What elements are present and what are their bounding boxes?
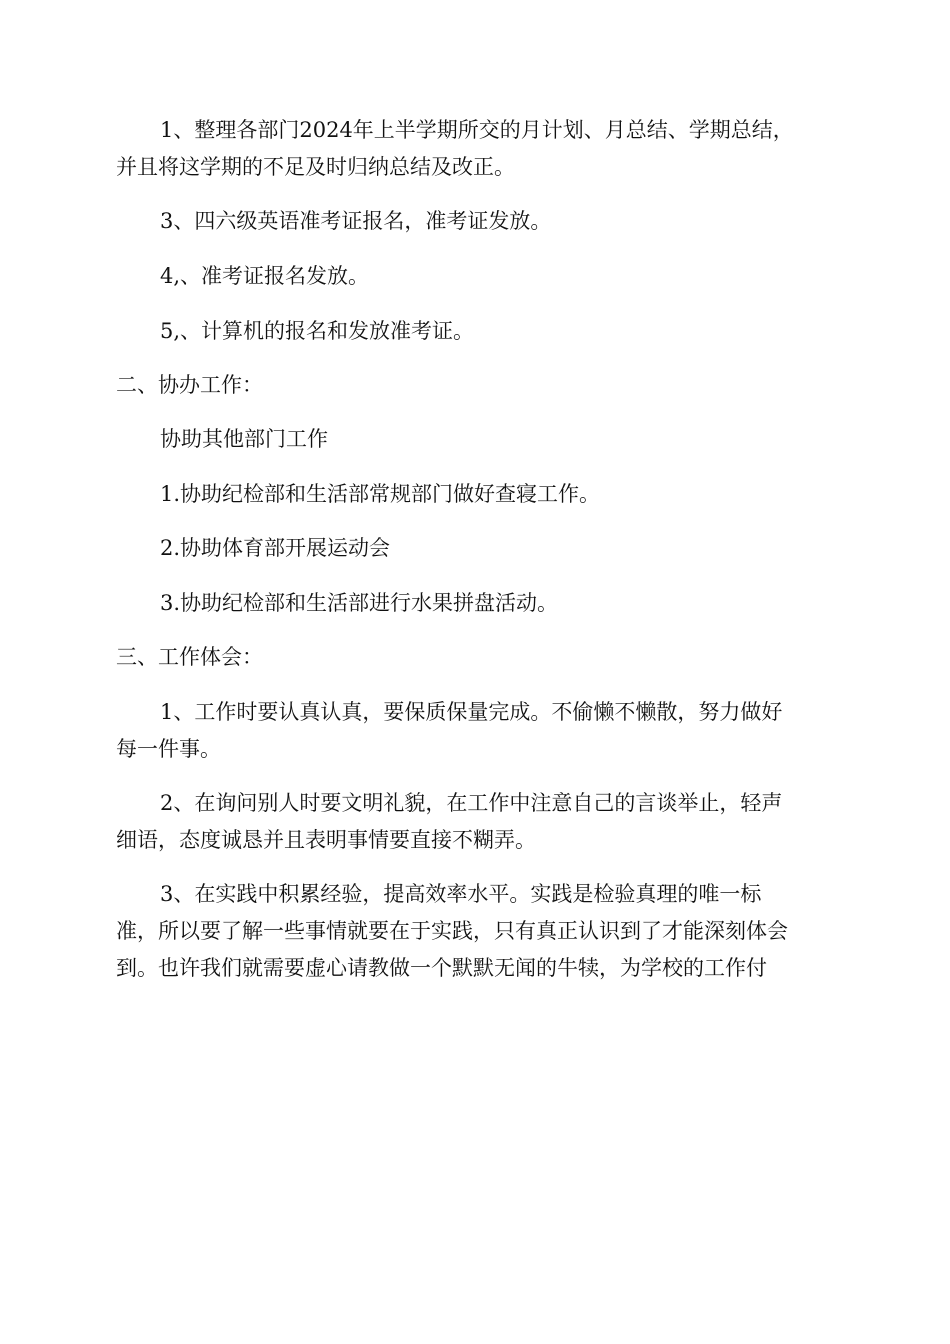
paragraph-line: 3、四六级英语准考证报名，准考证发放。 xyxy=(160,209,552,233)
paragraph-7 xyxy=(116,530,875,567)
paragraph-8 xyxy=(116,585,875,622)
paragraph-line: 协助其他部门工作 xyxy=(160,427,328,451)
paragraph-line: 2.协助体育部开展运动会 xyxy=(160,536,391,560)
paragraph-line: 每一件事。 xyxy=(116,737,221,761)
paragraph-line: 细语，态度诚恳并且表明事情要直接不糊弄。 xyxy=(116,828,536,852)
paragraph-3 xyxy=(116,258,875,295)
heading-line: 二、协办工作： xyxy=(116,373,263,397)
paragraph-line: 2、在询问别人时要文明礼貌，在工作中注意自己的言谈举止，轻声 xyxy=(160,791,783,815)
paragraph-6 xyxy=(116,476,875,513)
paragraph-2 xyxy=(116,203,875,240)
paragraph-line: 3、在实践中积累经验，提高效率水平。实践是检验真理的唯一标 xyxy=(160,882,762,906)
paragraph-line: 1、整理各部门2024年上半学期所交的月计划、月总结、学期总结， xyxy=(160,118,794,142)
paragraph-line: 3.协助纪检部和生活部进行水果拼盘活动。 xyxy=(160,591,559,615)
paragraph-line: 4,、准考证报名发放。 xyxy=(160,264,370,288)
paragraph-9 xyxy=(116,694,831,768)
section-heading-3 xyxy=(116,639,831,676)
paragraph-4 xyxy=(116,313,875,350)
paragraph-line: 5,、计算机的报名和发放准考证。 xyxy=(160,319,475,343)
paragraph-line: 准，所以要了解一些事情就要在于实践，只有真正认识到了才能深刻体会 xyxy=(116,919,788,943)
section-heading-2 xyxy=(116,367,831,404)
paragraph-line: 到。也许我们就需要虚心请教做一个默默无闻的牛犊，为学校的工作付 xyxy=(116,956,767,980)
paragraph-line: 1、工作时要认真认真，要保质保量完成。不偷懒不懒散，努力做好 xyxy=(160,700,783,724)
paragraph-line: 1.协助纪检部和生活部常规部门做好查寝工作。 xyxy=(160,482,601,506)
paragraph-5 xyxy=(116,421,875,458)
heading-line: 三、工作体会： xyxy=(116,645,263,669)
paragraph-11 xyxy=(116,876,831,987)
paragraph-line: 并且将这学期的不足及时归纳总结及改正。 xyxy=(116,155,515,179)
paragraph-10 xyxy=(116,785,831,859)
paragraph-1 xyxy=(116,112,831,186)
